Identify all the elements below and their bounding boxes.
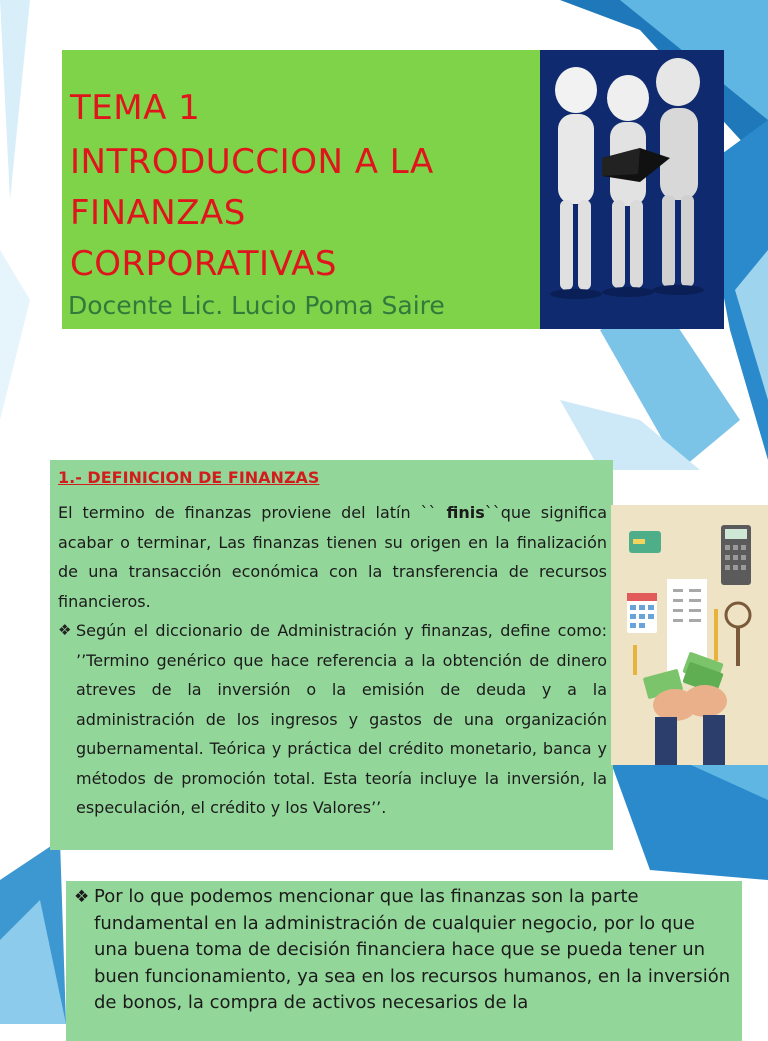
definition-paragraph: [58, 498, 607, 616]
three-figures-reading-book-icon: [540, 50, 724, 329]
title-line-1: TEMA 1: [70, 88, 201, 128]
definition-panel: [50, 460, 613, 850]
title-line-3: FINANZAS: [70, 193, 246, 233]
definition-text-before: El termino de finanzas proviene del latín ``: [58, 503, 447, 522]
finis-term: finis: [446, 503, 485, 522]
definition-bullet: [58, 616, 607, 823]
conclusion-text: Por lo que podemos mencionar que las finanzas son la parte fundamental en la administración de cualquier negocio, por lo que una buena toma de decisión financiera hace que se pueda tener un buen funcionamiento, ya sea en los recursos humanos, en la inversión de bonos, la compra de activos necesarios de la: [94, 886, 731, 1014]
conclusion-panel: [66, 881, 742, 1041]
diamond-bullet-icon: ❖: [74, 887, 90, 907]
title-panel: [62, 50, 540, 329]
money-calculator-calendar-icon: [611, 505, 768, 765]
title-line-4: CORPORATIVAS: [70, 244, 337, 284]
finance-illustration: [611, 505, 768, 765]
diamond-bullet-icon: ❖: [58, 621, 72, 639]
definition-text-after: ``que significa acabar o terminar, Las finanzas tienen su origen en la finalización de una transacción económica con la transferencia de recursos financieros.: [58, 503, 607, 611]
title-line-2: INTRODUCCION A LA: [70, 142, 434, 182]
team-illustration: [540, 50, 724, 329]
definition-heading: 1.- DEFINICION DE FINANZAS: [58, 468, 320, 487]
definition-bullet-text: Según el diccionario de Administración y finanzas, define como: ’’Termino genérico que hace referencia a la obtención de dinero atreves de la inversión o la emisión de deuda y a la administración de los ingresos y gastos de una organización gubernamental. Teórica y práctica del crédito monetario, banca y métodos de promoción total. Esta teoría incluye la inversión, la especulación, el crédito y los Valores’’.: [76, 621, 607, 817]
docente-name: Docente Lic. Lucio Poma Saire: [68, 291, 445, 320]
